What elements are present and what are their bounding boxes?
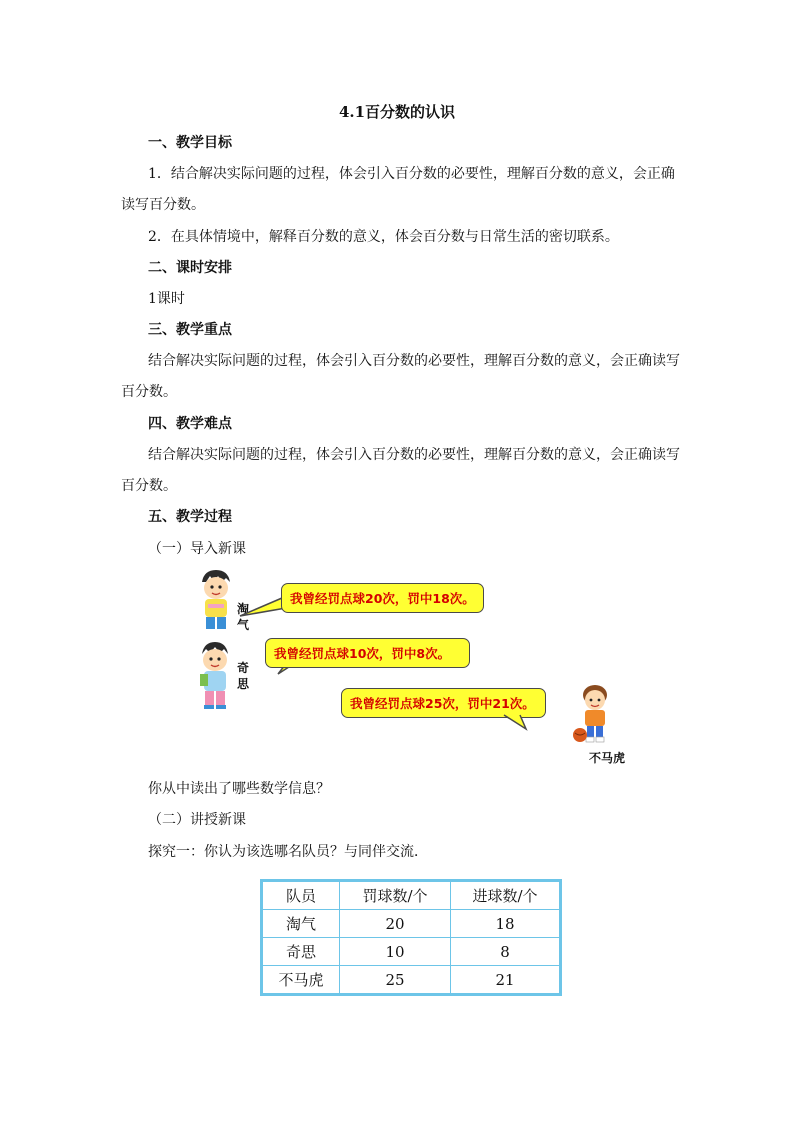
class-hours: 1课时: [148, 291, 185, 307]
table-cell: 25: [340, 966, 451, 995]
table-cell: 10: [340, 938, 451, 966]
focus-line-1: 结合解决实际问题的过程，体会引入百分数的必要性，理解百分数的意义，会正确读写: [148, 353, 680, 369]
boy-qisi-illustration: [196, 640, 234, 712]
section-heading-goals: 一、教学目标: [148, 135, 232, 151]
table-cell: 18: [451, 910, 561, 938]
goal-2: 2．在具体情境中，解释百分数的意义，体会百分数与日常生活的密切联系。: [148, 229, 619, 245]
name-label-taoqi-1: 淘: [236, 602, 249, 616]
speech-bubble-bumahu: 我曾经罚点球25次，罚中21次。: [341, 688, 546, 718]
table-cell: 不马虎: [262, 966, 340, 995]
table-cell: 奇思: [262, 938, 340, 966]
table-header: 罚球数/个: [340, 881, 451, 910]
goal-1-line-2: 读写百分数。: [121, 197, 205, 213]
difficulty-line-1: 结合解决实际问题的过程，体会引入百分数的必要性，理解百分数的意义，会正确读写: [148, 447, 680, 463]
section-heading-difficulty: 四、教学难点: [148, 416, 232, 432]
boy-bumahu-illustration: [572, 683, 616, 747]
speech-tail-3: [502, 713, 532, 733]
section-heading-focus: 三、教学重点: [148, 322, 232, 338]
boy-taoqi-illustration: [196, 568, 236, 634]
name-label-qisi-1: 奇: [236, 661, 249, 675]
speech-bubble-qisi: 我曾经罚点球10次，罚中8次。: [265, 638, 470, 668]
section-heading-process: 五、教学过程: [148, 509, 232, 525]
table-cell: 20: [340, 910, 451, 938]
question-text: 你从中读出了哪些数学信息？: [148, 781, 330, 797]
name-label-bumahu: 不马虎: [588, 751, 625, 765]
exploration-prompt: 探究一：你认为该选哪名队员？与同伴交流．: [148, 844, 428, 860]
table-row: [262, 966, 561, 995]
page-title: 4.1百分数的认识: [338, 103, 456, 121]
goal-1-line-1: 1．结合解决实际问题的过程，体会引入百分数的必要性，理解百分数的意义，会正确: [148, 166, 675, 182]
table-cell: 21: [451, 966, 561, 995]
penalty-stats-table: [260, 879, 562, 996]
table-row: [262, 938, 561, 966]
table-header: 队员: [262, 881, 340, 910]
subsection-intro: （一）导入新课: [148, 541, 246, 557]
table-row: [262, 910, 561, 938]
speech-bubble-taoqi: 我曾经罚点球20次，罚中18次。: [281, 583, 484, 613]
difficulty-line-2: 百分数。: [121, 478, 177, 494]
table-header: 进球数/个: [451, 881, 561, 910]
table-cell: 淘气: [262, 910, 340, 938]
subsection-new-lesson: （二）讲授新课: [148, 812, 246, 828]
table-cell: 8: [451, 938, 561, 966]
name-label-taoqi-2: 气: [236, 618, 249, 632]
name-label-qisi-2: 思: [236, 677, 249, 691]
section-heading-schedule: 二、课时安排: [148, 260, 232, 276]
table-header-row: [262, 881, 561, 910]
focus-line-2: 百分数。: [121, 384, 177, 400]
